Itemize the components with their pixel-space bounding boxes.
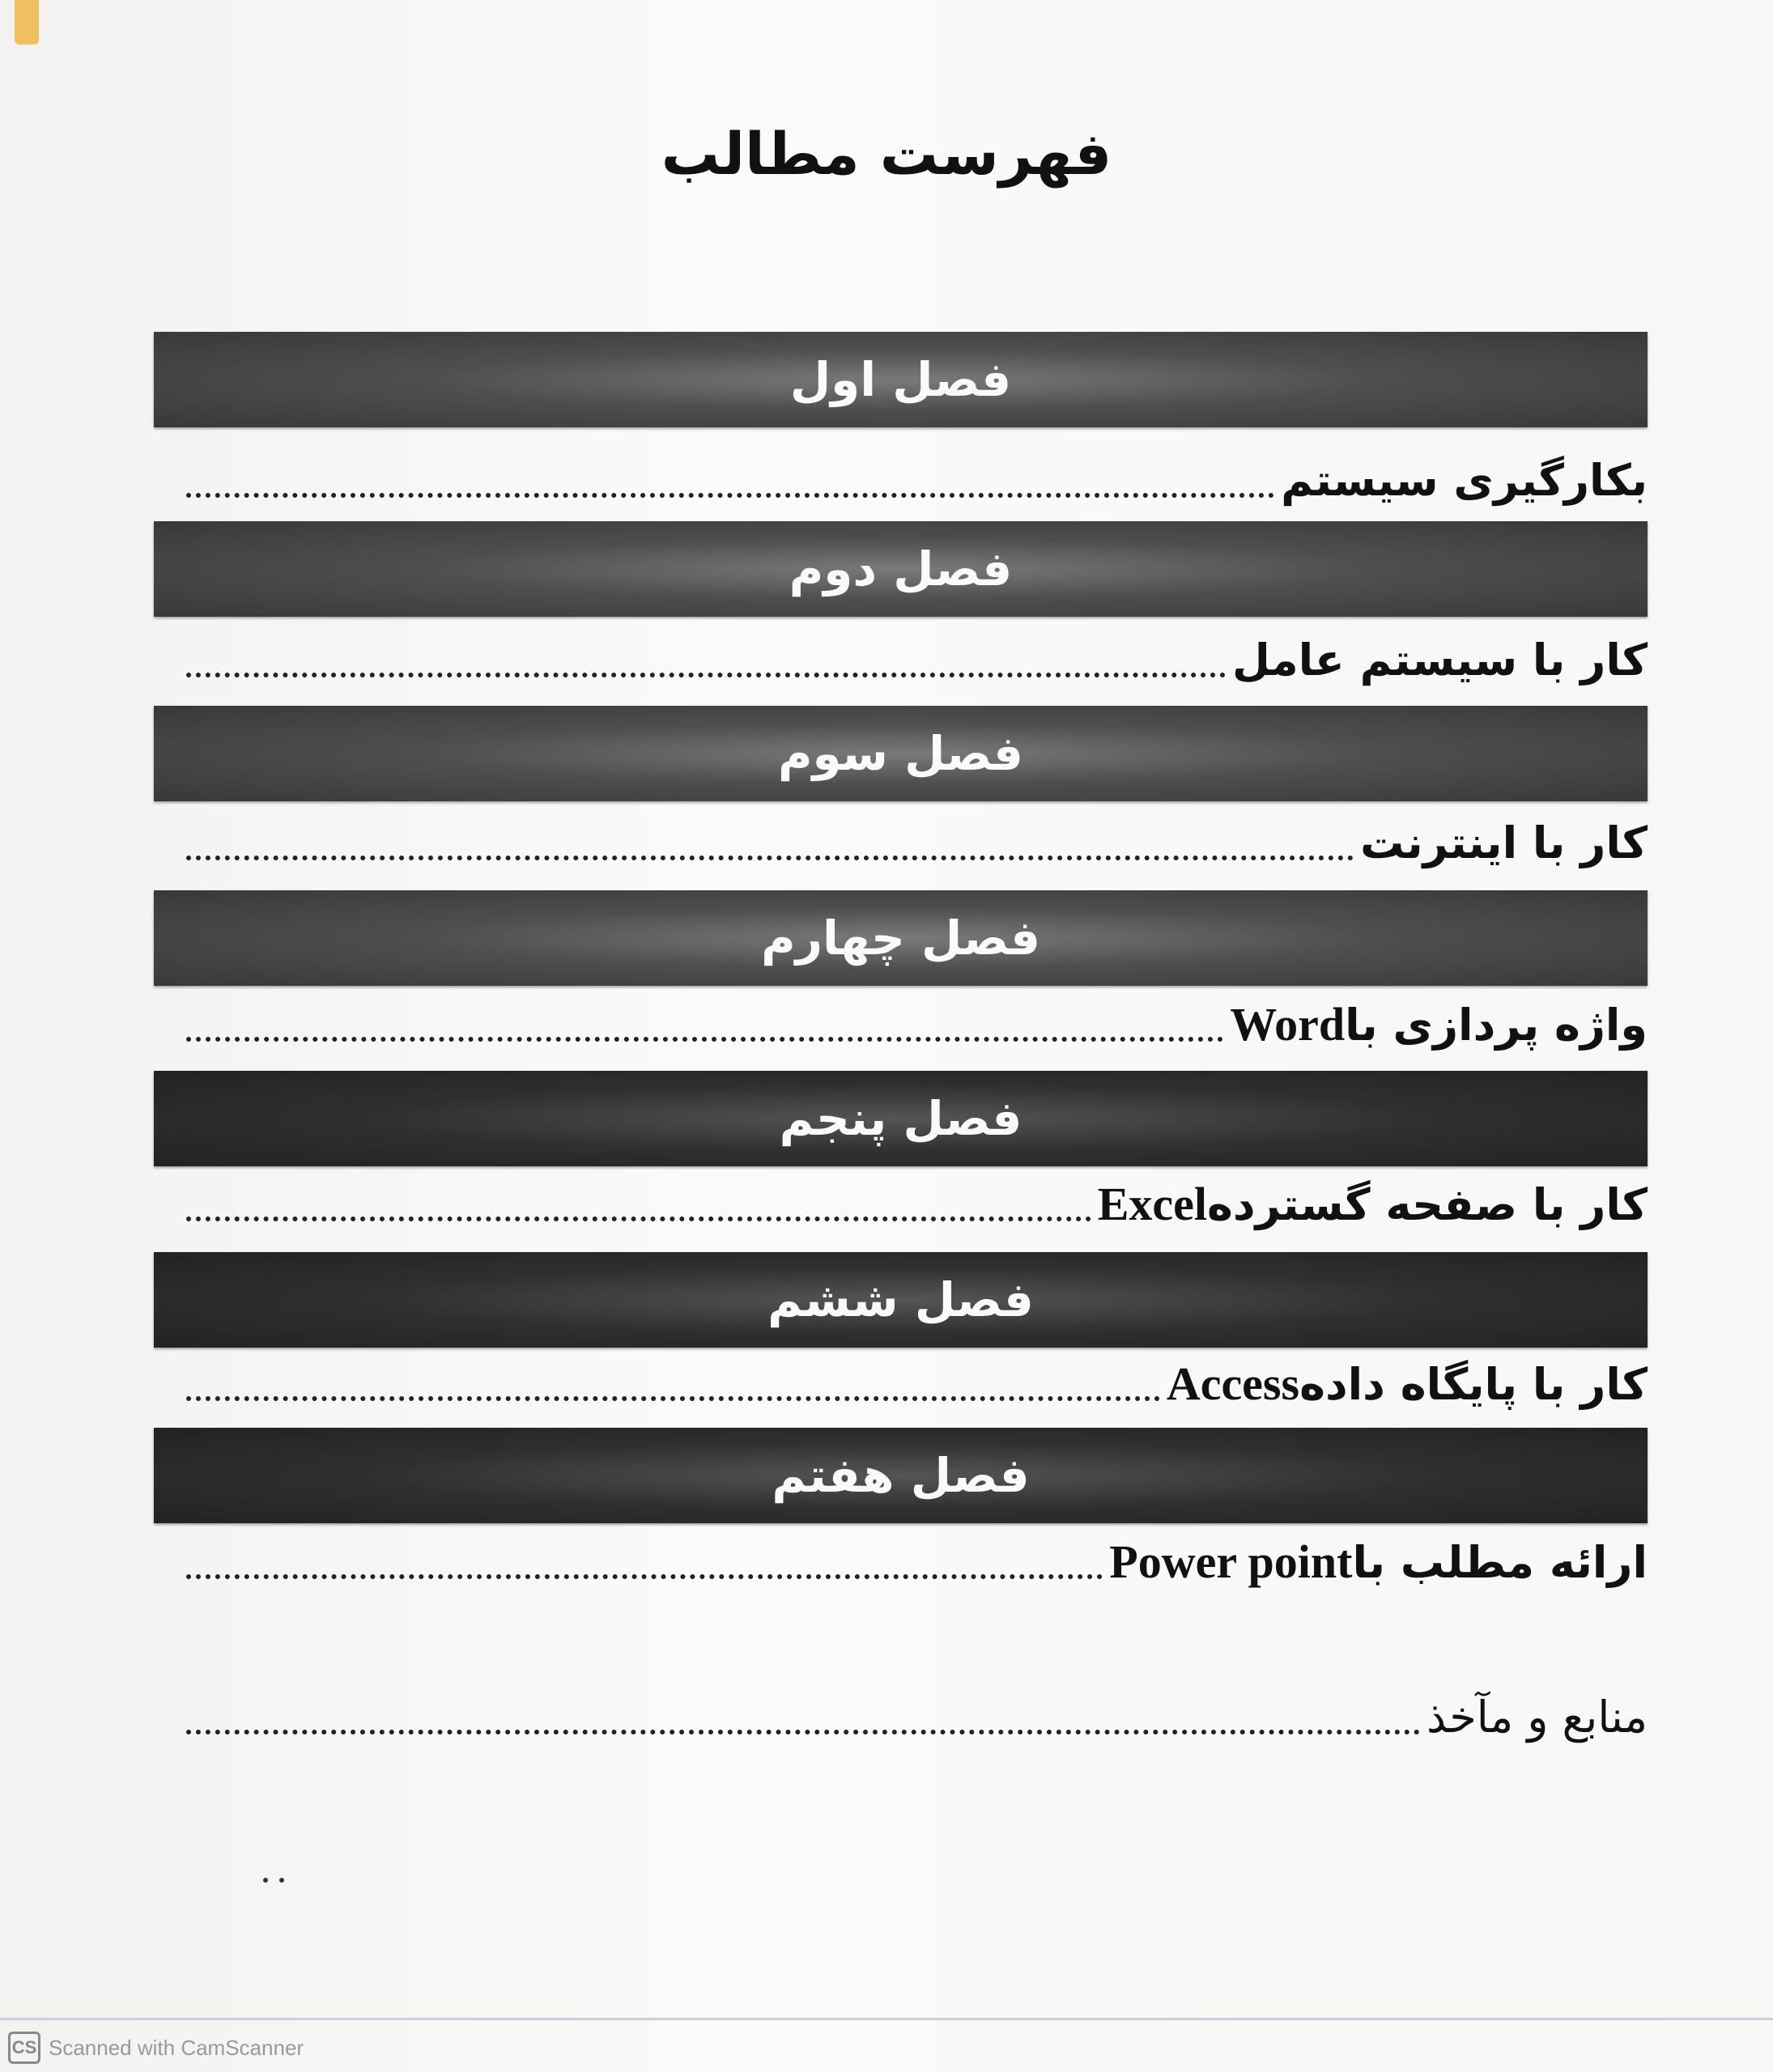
chapter-3-bar [154,706,1648,801]
chapter-2-bar [154,521,1648,617]
chapter-4-label: فصل چهارم [761,911,1040,966]
camscanner-logo-icon: CS [8,2032,40,2064]
chapter-5-bar [154,1071,1648,1166]
chapter-2-entry-label: کار با سیستم عامل [1232,634,1648,686]
chapter-5-entry [186,1167,1648,1240]
dot-leader [186,1574,1103,1579]
camscanner-watermark [8,2030,304,2066]
chapter-6-bar [154,1252,1648,1348]
dot-leader [186,1396,1160,1401]
dot-leader [186,673,1226,677]
chapter-5-label: فصل پنجم [779,1091,1023,1146]
chapter-4-entry [186,987,1648,1060]
chapter-6-label: فصل ششم [767,1272,1034,1327]
chapter-2-entry [186,623,1648,696]
chapter-1-entry-label: بکارگیری سیستم [1281,454,1648,506]
dot-leader [186,856,1354,860]
chapter-4-entry-latin: Word [1230,997,1346,1051]
dot-leader [186,1037,1223,1042]
chapter-4-bar [154,890,1648,986]
references-entry [186,1680,1648,1753]
chapter-3-entry-label: کار با اینترنت [1360,817,1648,868]
chapter-7-bar [154,1428,1648,1523]
chapter-7-entry [186,1525,1648,1598]
dot-leader [186,1216,1091,1221]
chapter-6-entry-latin: Access [1166,1357,1300,1410]
watermark-text: Scanned with CamScanner [49,2035,304,2060]
chapter-3-entry [186,806,1648,879]
references-label: منابع و مآخذ [1426,1691,1648,1743]
chapter-1-label: فصل اول [789,352,1012,407]
dot-leader [186,1730,1420,1734]
chapter-6-entry [186,1347,1648,1420]
chapter-4-entry-label: واژه پردازی باWord [1230,997,1648,1051]
chapter-1-entry [186,444,1648,516]
scan-edge-line [0,2018,1773,2020]
dot-leader [186,493,1274,498]
stray-marks [263,1878,287,1886]
chapter-6-entry-label: کار با پایگاه دادهAccess [1166,1357,1648,1410]
chapter-2-label: فصل دوم [789,541,1013,597]
chapter-5-entry-latin: Excel [1097,1177,1207,1230]
chapter-5-entry-label: کار با صفحه گستردهExcel [1097,1177,1648,1230]
chapter-3-label: فصل سوم [778,726,1023,781]
chapter-7-entry-label: ارائه مطلب باPower point [1109,1535,1648,1588]
page-title: فهرست مطالب [661,120,1112,188]
chapter-7-entry-latin: Power point [1109,1535,1353,1588]
chapter-7-label: فصل هفتم [772,1448,1030,1503]
chapter-1-bar [154,332,1648,427]
